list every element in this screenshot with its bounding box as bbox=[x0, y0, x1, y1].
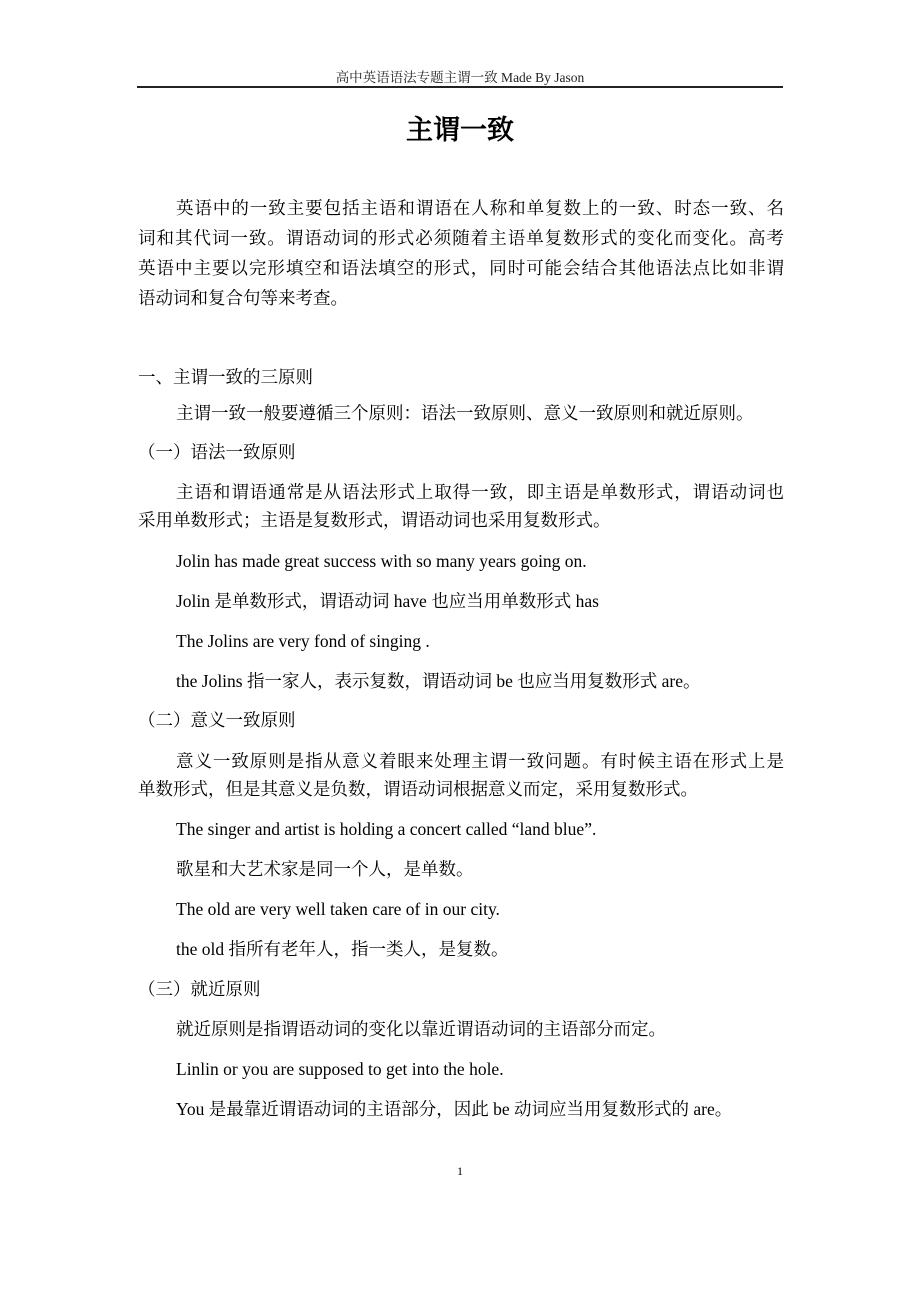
page-number: 1 bbox=[457, 1164, 463, 1178]
intro-line: 语动词和复合句等来考查。 bbox=[138, 288, 348, 308]
body-line: 就近原则是指谓语动词的变化以靠近谓语动词的主语部分而定。 bbox=[176, 1019, 666, 1039]
intro-line: 英语中的一致主要包括主语和谓语在人称和单复数上的一致、时态一致、名 bbox=[176, 198, 784, 218]
header-rule bbox=[137, 86, 783, 88]
example-line: The singer and artist is holding a concert called “land blue”. bbox=[176, 819, 597, 839]
page-header: 高中英语语法专题主谓一致 Made By Jason bbox=[335, 70, 585, 85]
example-line: Jolin 是单数形式，谓语动词 have 也应当用单数形式 has bbox=[176, 591, 599, 611]
intro-line: 英语中主要以完形填空和语法填空的形式，同时可能会结合其他语法点比如非谓 bbox=[138, 258, 784, 278]
example-line: the old 指所有老年人，指一类人，是复数。 bbox=[176, 939, 509, 959]
example-line: the Jolins 指一家人，表示复数，谓语动词 be 也应当用复数形式 are。 bbox=[176, 671, 701, 691]
page-title: 主谓一致 bbox=[406, 115, 514, 146]
body-line: 主语和谓语通常是从语法形式上取得一致，即主语是单数形式，谓语动词也 bbox=[176, 482, 784, 502]
body-line: 意义一致原则是指从意义着眼来处理主谓一致问题。有时候主语在形式上是 bbox=[176, 751, 784, 771]
body-line: 采用单数形式；主语是复数形式，谓语动词也采用复数形式。 bbox=[138, 510, 611, 530]
example-line: The old are very well taken care of in our city. bbox=[176, 899, 500, 919]
example-line: Jolin has made great success with so many years going on. bbox=[176, 551, 587, 571]
example-line: The Jolins are very fond of singing . bbox=[176, 631, 430, 651]
section-intro: 主谓一致一般要遵循三个原则：语法一致原则、意义一致原则和就近原则。 bbox=[176, 403, 754, 423]
subsection-heading: （二）意义一致原则 bbox=[138, 710, 296, 730]
example-line: 歌星和大艺术家是同一个人，是单数。 bbox=[176, 859, 474, 879]
subsection-heading: （一）语法一致原则 bbox=[138, 442, 296, 462]
subsection-heading: （三）就近原则 bbox=[138, 979, 261, 999]
example-line: You 是最靠近谓语动词的主语部分，因此 be 动词应当用复数形式的 are。 bbox=[176, 1099, 733, 1119]
example-line: Linlin or you are supposed to get into the hole. bbox=[176, 1059, 504, 1079]
body-line: 单数形式，但是其意义是负数，谓语动词根据意义而定，采用复数形式。 bbox=[138, 779, 698, 799]
intro-line: 词和其代词一致。谓语动词的形式必须随着主语单复数形式的变化而变化。高考 bbox=[138, 228, 784, 248]
section-heading: 一、主谓一致的三原则 bbox=[138, 367, 313, 387]
